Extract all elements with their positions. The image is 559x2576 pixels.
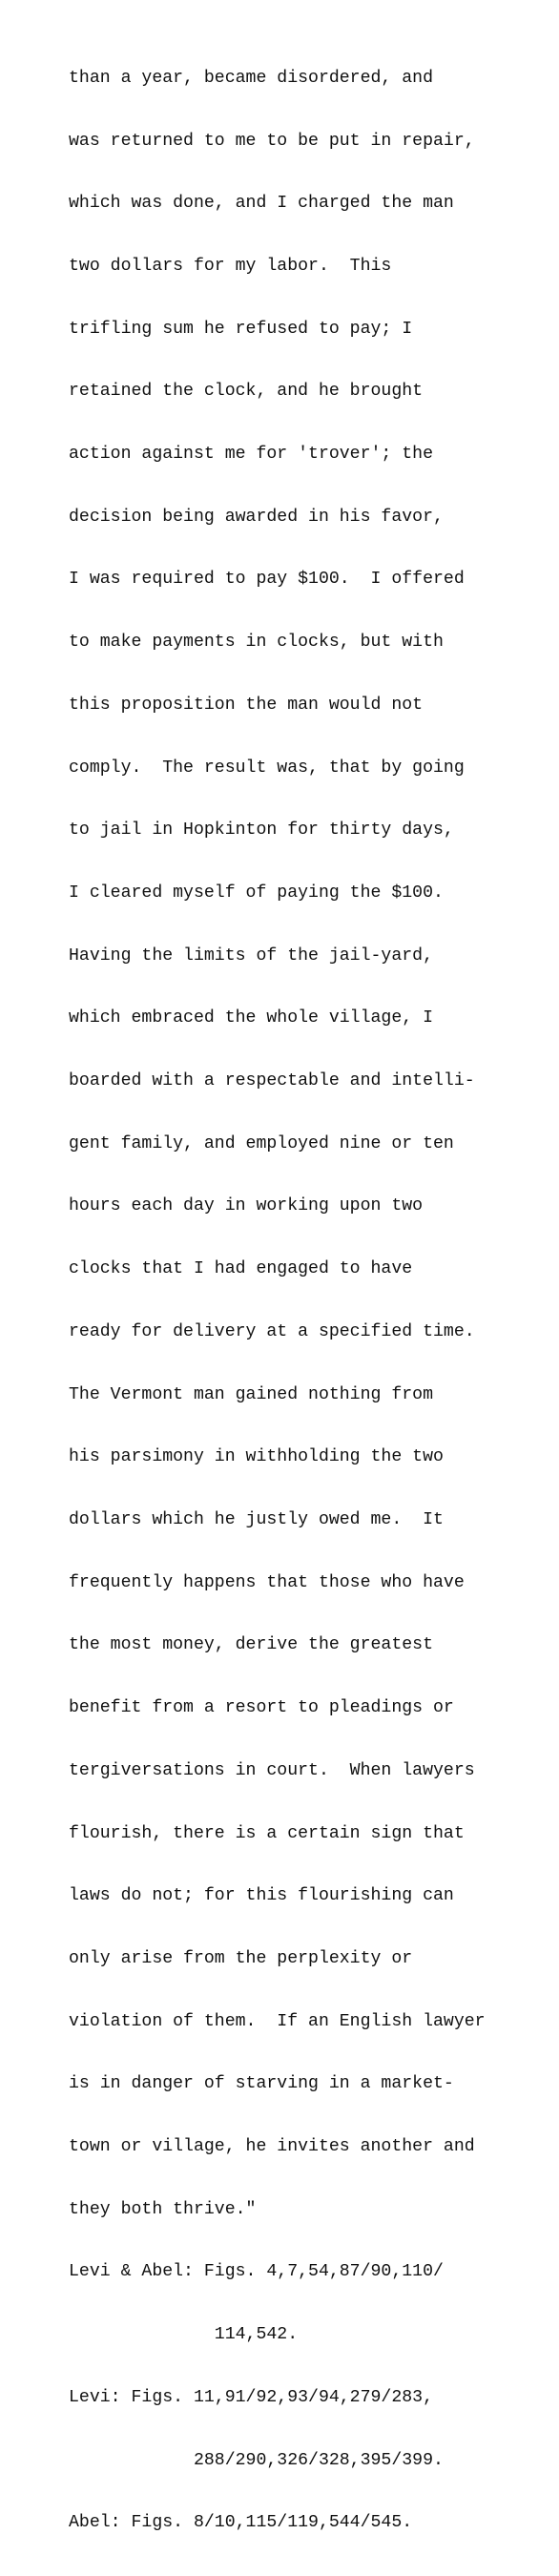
- text-line: town or village, he invites another and: [69, 2137, 475, 2157]
- text-line: violation of them. If an English lawyer: [69, 2011, 486, 2031]
- text-line: frequently happens that those who have: [69, 1572, 465, 1592]
- text-line: they both thrive.": [69, 2199, 257, 2219]
- figure-reference-line: Levi & Abel: Figs. 4,7,54,87/90,110/: [69, 2262, 444, 2282]
- text-line: clocks that I had engaged to have: [69, 1259, 413, 1279]
- text-line: his parsimony in withholding the two: [69, 1447, 444, 1467]
- text-line: than a year, became disordered, and: [69, 68, 433, 88]
- text-line: ready for delivery at a specified time.: [69, 1321, 475, 1341]
- text-line: I cleared myself of paying the $100.: [69, 883, 444, 903]
- text-line: only arise from the perplexity or: [69, 1948, 413, 1968]
- text-line: was returned to me to be put in repair,: [69, 131, 475, 151]
- text-line: hours each day in working upon two: [69, 1196, 424, 1216]
- text-line: to make payments in clocks, but with: [69, 633, 444, 653]
- text-line: which was done, and I charged the man: [69, 194, 454, 214]
- text-line: comply. The result was, that by going: [69, 758, 465, 778]
- text-line: dollars which he justly owed me. It: [69, 1509, 444, 1529]
- text-line: to jail in Hopkinton for thirty days,: [69, 821, 454, 841]
- text-line: Having the limits of the jail-yard,: [69, 945, 433, 966]
- text-line: gent family, and employed nine or ten: [69, 1133, 454, 1153]
- figure-reference-line: 114,542.: [69, 2325, 299, 2345]
- figure-reference-line: Levi: Figs. 11,91/92,93/94,279/283,: [69, 2387, 433, 2407]
- text-line: laws do not; for this flourishing can: [69, 1886, 454, 1906]
- document-text: [69, 27, 486, 2576]
- figure-reference-line: 288/290,326/328,395/399.: [69, 2450, 444, 2470]
- text-line: boarded with a respectable and intelli-: [69, 1071, 475, 1091]
- text-line: two dollars for my labor. This: [69, 256, 392, 276]
- text-line: The Vermont man gained nothing from: [69, 1384, 433, 1404]
- text-line: tergiversations in court. When lawyers: [69, 1760, 475, 1780]
- text-line: is in danger of starving in a market-: [69, 2074, 454, 2094]
- text-line: this proposition the man would not: [69, 695, 424, 715]
- text-line: flourish, there is a certain sign that: [69, 1823, 465, 1843]
- figure-reference-line: Abel: Figs. 8/10,115/119,544/545.: [69, 2513, 413, 2533]
- text-line: action against me for 'trover'; the: [69, 445, 433, 465]
- text-line: benefit from a resort to pleadings or: [69, 1698, 454, 1718]
- text-line: trifling sum he refused to pay; I: [69, 319, 413, 339]
- text-line: decision being awarded in his favor,: [69, 507, 444, 527]
- text-line: the most money, derive the greatest: [69, 1635, 433, 1655]
- text-line: I was required to pay $100. I offered: [69, 570, 465, 590]
- text-line: retained the clock, and he brought: [69, 382, 424, 402]
- text-line: which embraced the whole village, I: [69, 1008, 433, 1028]
